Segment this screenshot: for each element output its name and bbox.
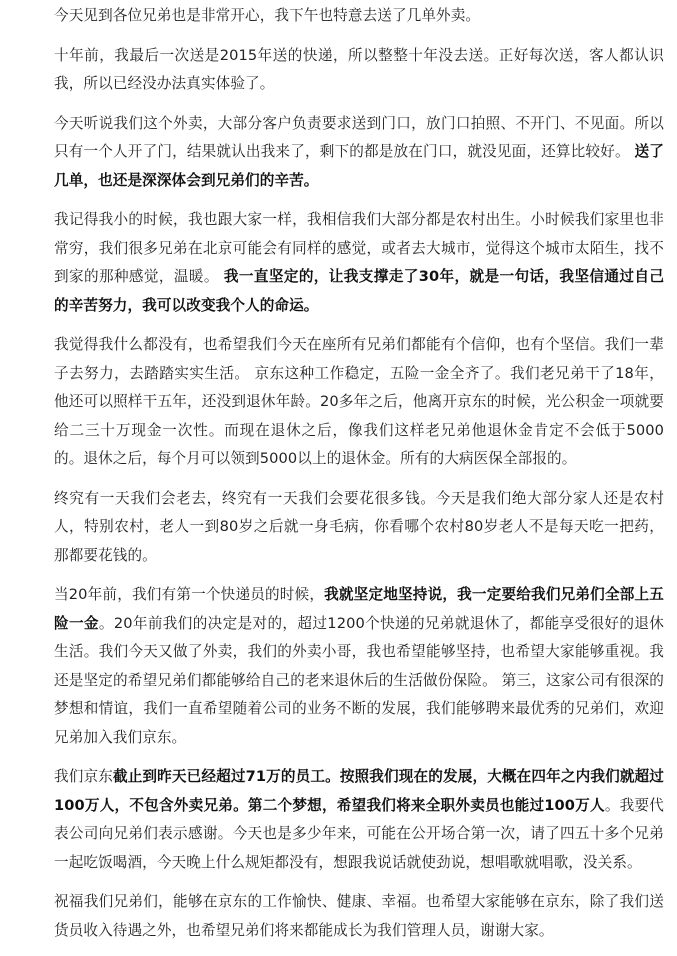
text: 我记得我小的时候，我也跟大家一样，我相信我们大部分都是农村出生。小时候我们家里也非常穷，我们很多兄弟在北京可能会有同样的感觉，或者去大城市，觉得这个城市太陌生，找不到家的那种感觉，温暖。	[54, 211, 664, 285]
paragraph-7	[54, 581, 664, 752]
paragraph-4	[54, 206, 664, 320]
text: 我觉得我什么都没有，也希望我们今天在座所有兄弟们都能有个信仰，也有个坚信。我们一辈子去努力，去踏踏实实生活。 京东这种工作稳定，五险一金全齐了。我们老兄弟干了18年，他还可以照样干五年，还没到退休年龄。20多年之后，他离开京东的时候，光公积金一项就要给二三十万现金一次性。而现在退休之后，像我们这样老兄弟他退休金肯定不会低于5000的。退休之后，每个月可以领到5000以上的退休金。所有的大病医保全部报的。	[54, 336, 664, 467]
paragraph-3	[54, 110, 664, 196]
paragraph-6	[54, 485, 664, 571]
paragraph-5	[54, 331, 664, 474]
article-body	[54, 2, 664, 956]
bold-text: 我就坚定地坚持说，我一定要给我们兄弟们全部上五险一金	[54, 586, 664, 632]
paragraph-8	[54, 763, 664, 877]
bold-text: 我一直坚定的，让我支撑走了30年，就是一句话，我坚信通过自己的辛苦努力，我可以改变我个人的命运。	[54, 268, 665, 314]
text: 当20年前，我们有第一个快递员的时候，	[54, 586, 325, 603]
text: 祝福我们兄弟们，能够在京东的工作愉快、健康、幸福。也希望大家能够在京东，除了我们送货员收入待遇之外，也希望兄弟们将来都能成长为我们管理人员，谢谢大家。	[54, 893, 664, 939]
paragraph-9	[54, 888, 664, 945]
bold-text: 截止到昨天已经超过71万的员工。按照我们现在的发展，大概在四年之内我们就超过100万人，不包含外卖兄弟。第二个梦想，希望我们将来全职外卖员也能过100万人	[54, 768, 664, 814]
text: 今天听说我们这个外卖，大部分客户负责要求送到门口，放门口拍照、不开门、不见面。所以只有一个人开了门，结果就认出我来了，剩下的都是放在门口，就没见面，还算比较好。	[54, 114, 664, 160]
paragraph-2	[54, 42, 664, 99]
text: 。20年前我们的决定是对的，超过1200个快递的兄弟就退休了，都能享受很好的退休生活。我们今天又做了外卖，我们的外卖小哥，我也希望能够坚持，也希望大家能够重视。我还是坚定的希望兄弟们都能够给自己的老来退休后的生活做份保险。 第三，这家公司有很深的梦想和情谊，我们一直希望随着公司的业务不断的发展，我们能够聘来最优秀的兄弟们，欢迎兄弟加入我们京东。	[54, 614, 664, 746]
bold-text: 送了几单，也还是深深体会到兄弟们的辛苦。	[54, 143, 664, 189]
text: 今天见到各位兄弟也是非常开心，我下午也特意去送了几单外卖。	[54, 7, 481, 24]
text: 我们京东	[54, 768, 113, 785]
text: 十年前，我最后一次送是2015年送的快递，所以整整十年没去送。正好每次送，客人都认识我，所以已经没办法真实体验了。	[54, 46, 664, 92]
paragraph-1	[54, 2, 664, 31]
text: 。我要代表公司向兄弟们表示感谢。今天也是多少年来，可能在公开场合第一次，请了四五十多个兄弟一起吃饭喝酒，今天晚上什么规矩都没有，想跟我说话就使劲说，想唱歌就唱歌，没关系。	[54, 796, 664, 871]
text: 终究有一天我们会老去，终究有一天我们会要花很多钱。今天是我们绝大部分家人还是农村人，特别农村，老人一到80岁之后就一身毛病，你看哪个农村80岁老人不是每天吃一把药，那都要花钱的。	[54, 489, 664, 564]
